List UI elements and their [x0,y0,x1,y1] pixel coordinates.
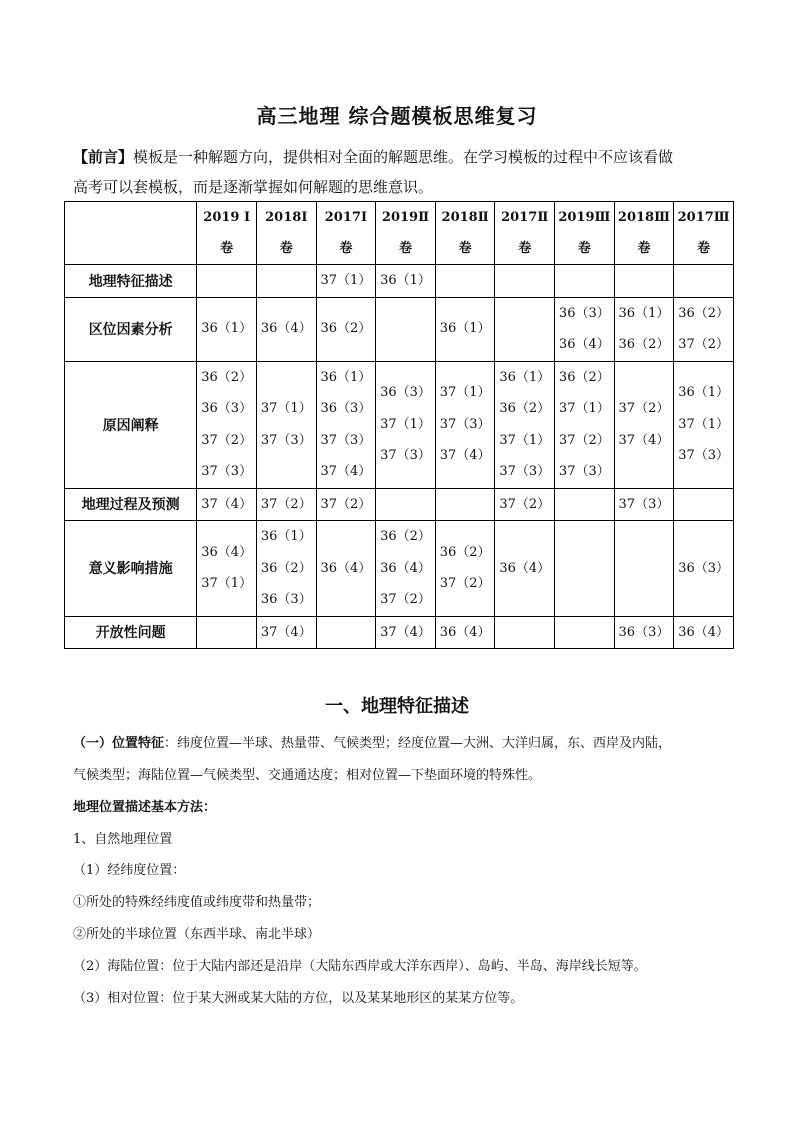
question-ref: 36（4） [320,560,372,576]
table-cell [614,616,674,649]
question-ref: 36（4） [558,337,610,352]
question-ref: 37（2） [439,576,491,592]
table-cell [435,488,495,521]
table-header-row [65,202,734,265]
table-cell [316,521,376,617]
row-label: 地理过程及预测 [65,488,197,521]
intro-text-1: 模板是一种解题方向，提供相对全面的解题思维。在学习模板的过程中不应该看做 [133,148,674,166]
question-ref: 37（2） [678,337,730,352]
question-ref: 37（3） [439,416,491,432]
table-cell [376,297,436,361]
row-label: 原因阐释 [65,361,197,488]
question-ref: 36（2） [499,401,551,416]
table-cell [674,488,734,521]
question-ref: 36（1） [260,529,312,544]
question-ref: 37（3） [201,464,253,479]
column-header [256,202,316,265]
question-ref: 37（1） [439,385,491,401]
method-heading: 地理位置描述基本方法： [73,800,217,815]
question-ref: 37（3） [499,464,551,479]
table-cell [435,616,495,649]
question-ref: 36（3） [380,385,431,401]
table-cell [316,265,376,298]
question-ref: 37（4） [380,624,431,640]
question-ref: 36（2） [439,544,491,560]
table-cell [495,616,555,649]
table-cell [495,488,555,521]
question-ref: 37（1） [678,416,730,432]
question-ref: 36（3） [618,624,670,640]
table-cell [674,297,734,361]
question-ref: 37（1） [558,401,610,416]
table-cell [555,265,615,298]
column-header-line: 2018 [441,210,478,225]
question-ref: 36（4） [380,560,431,576]
column-header-line: 2017 [501,210,538,225]
question-ref: 36（4） [439,624,491,640]
table-cell [435,265,495,298]
table-cell [197,521,257,617]
column-header-line: Ⅱ 卷 [399,210,430,256]
column-header [316,202,376,265]
question-ref: 37（1） [260,401,312,416]
table-cell [316,361,376,488]
question-ref: 37（3） [678,448,730,464]
question-ref: 36（2） [618,337,670,352]
question-ref: 37（4） [320,464,372,479]
question-ref: 36（2） [201,369,253,385]
column-header-line: 2018 [265,210,302,225]
table-cell [614,521,674,617]
question-ref: 37（3） [260,432,312,448]
intro-paragraph [73,142,733,202]
column-header-line: 卷 [697,241,711,256]
table-cell [555,616,615,649]
question-ref: 37（4） [201,496,253,512]
table-cell [376,521,436,617]
column-header [376,202,436,265]
question-ref: 36（1） [499,369,551,385]
question-ref: 37（2） [201,432,253,448]
table-cell [256,521,316,617]
table-cell [495,265,555,298]
table-cell [614,265,674,298]
document-title: 高三地理 综合题模板思维复习 [256,104,538,128]
question-ref: 36（2） [678,305,730,321]
question-ref: 36（2） [380,529,431,544]
column-header-line: 2017Ⅲ [677,210,730,225]
question-ref: 37（2） [558,432,610,448]
table-cell [614,297,674,361]
question-ref: 37（1） [320,273,372,288]
table-cell [376,616,436,649]
question-ref: 37（4） [439,448,491,464]
column-header-line: Ⅱ 卷 [458,210,489,256]
section-1-body [73,732,733,1022]
table-cell [555,488,615,521]
column-header [614,202,674,265]
column-header [674,202,734,265]
table-cell [376,265,436,298]
column-header-line: 2019 Ⅰ [203,210,251,225]
question-ref: 36（4） [260,321,312,337]
position-feature-line-2: 气候类型；海陆位置—气候类型、交通通达度；相对位置—下垫面环境的特殊性。 [73,768,542,783]
column-header [495,202,555,265]
intro-label: 【前言】 [73,148,134,166]
question-ref: 36（3） [558,305,610,321]
question-ref: 37（2） [499,496,551,512]
column-header-line: 2017 [324,210,361,225]
item-1: 1、自然地理位置 [73,832,173,847]
position-feature-text-1: ：纬度位置—半球、热量带、气候类型；经度位置—大洲、大洋归属，东、西岸及内陆， [164,736,672,751]
table-cell [614,361,674,488]
question-ref: 36（1） [678,385,730,401]
position-feature-label: （一）位置特征 [73,736,165,751]
table-cell [555,521,615,617]
table-cell [674,616,734,649]
table-cell [197,361,257,488]
position-feature-line-1 [73,732,671,751]
question-ref: 37（3） [380,448,431,464]
question-ref: 36（2） [558,369,610,385]
section-1-title: 一、地理特征描述 [325,696,469,717]
question-ref: 37（2） [320,496,372,512]
intro-line-1 [73,142,733,172]
table-cell [376,488,436,521]
question-ref: 36（1） [380,273,431,288]
question-ref: 37（4） [618,432,670,448]
question-ref: 36（3） [320,401,372,416]
header-corner-cell [65,202,197,265]
table-cell [435,361,495,488]
item-1-1-b: ②所处的半球位置（东西半球、南北半球） [73,927,321,942]
question-ref: 37（2） [618,401,670,416]
table-cell [674,521,734,617]
item-1-2: （2）海陆位置：位于大陆内部还是沿岸（大陆东西岸或大洋东西岸）、岛屿、半岛、海岸线长短等。 [73,959,647,974]
table-cell [197,297,257,361]
column-header-line: Ⅱ 卷 [518,210,549,256]
table-cell [555,361,615,488]
question-ref: 36（3） [260,592,312,607]
table-row [65,521,734,617]
column-header-line: Ⅲ 卷 [637,210,670,256]
row-label: 开放性问题 [65,616,197,649]
table-cell [495,361,555,488]
table-cell [435,297,495,361]
intro-line-2: 高考可以套模板，而是逐渐掌握如何解题的思维意识。 [73,178,434,196]
table-cell [197,488,257,521]
table-cell [674,361,734,488]
question-ref: 37（1） [201,576,253,592]
row-label: 区位因素分析 [65,297,197,361]
question-ref: 37（2） [260,496,312,512]
exam-distribution-table [64,201,734,649]
table-cell [495,521,555,617]
question-ref: 37（1） [499,432,551,448]
question-ref: 36（3） [201,401,253,416]
table-cell [316,488,376,521]
table-row [65,488,734,521]
question-ref: 36（2） [260,560,312,576]
question-ref: 37（4） [260,624,312,640]
column-header-line: Ⅰ 卷 [279,210,308,256]
row-label: 地理特征描述 [65,265,197,298]
table-cell [555,297,615,361]
question-ref: 36（2） [320,321,372,337]
question-ref: 37（3） [618,496,670,512]
question-ref: 37（1） [380,416,431,432]
question-ref: 36（1） [320,369,372,385]
table-row [65,265,734,298]
table-cell [316,297,376,361]
table-cell [435,521,495,617]
question-ref: 36（1） [201,321,253,337]
question-ref: 37（2） [380,592,431,607]
question-ref: 36（4） [499,560,551,576]
table-cell [256,488,316,521]
column-header-line: 卷 [220,241,234,256]
question-ref: 36（1） [439,321,491,337]
table-row [65,616,734,649]
item-1-3: （3）相对位置：位于某大洲或某大陆的方位，以及某某地形区的某某方位等。 [73,991,524,1006]
column-header-line: Ⅲ 卷 [577,210,611,256]
table-cell [376,361,436,488]
question-ref: 37（3） [320,432,372,448]
table-cell [197,265,257,298]
column-header-line: 2019 [381,210,419,225]
table-cell [256,265,316,298]
table-cell [256,297,316,361]
item-1-1: （1）经纬度位置： [73,863,186,878]
table-cell [614,488,674,521]
question-ref: 36（3） [678,560,730,576]
table-cell [256,616,316,649]
question-ref: 36（1） [618,305,670,321]
table-cell [674,265,734,298]
column-header [435,202,495,265]
table-cell [197,616,257,649]
row-label: 意义影响措施 [65,521,197,617]
column-header [197,202,257,265]
question-ref: 36（4） [678,624,730,640]
column-header-line: Ⅰ 卷 [339,210,368,256]
table-cell [256,361,316,488]
column-header-line: 2018 [617,210,655,225]
table-row [65,297,734,361]
table-cell [316,616,376,649]
table-row [65,361,734,488]
item-1-1-a: ①所处的特殊经纬度值或纬度带和热量带； [73,895,321,910]
column-header [555,202,615,265]
column-header-line: 2019 [558,210,595,225]
question-ref: 37（3） [558,464,610,479]
table-cell [495,297,555,361]
question-ref: 36（4） [201,544,253,560]
